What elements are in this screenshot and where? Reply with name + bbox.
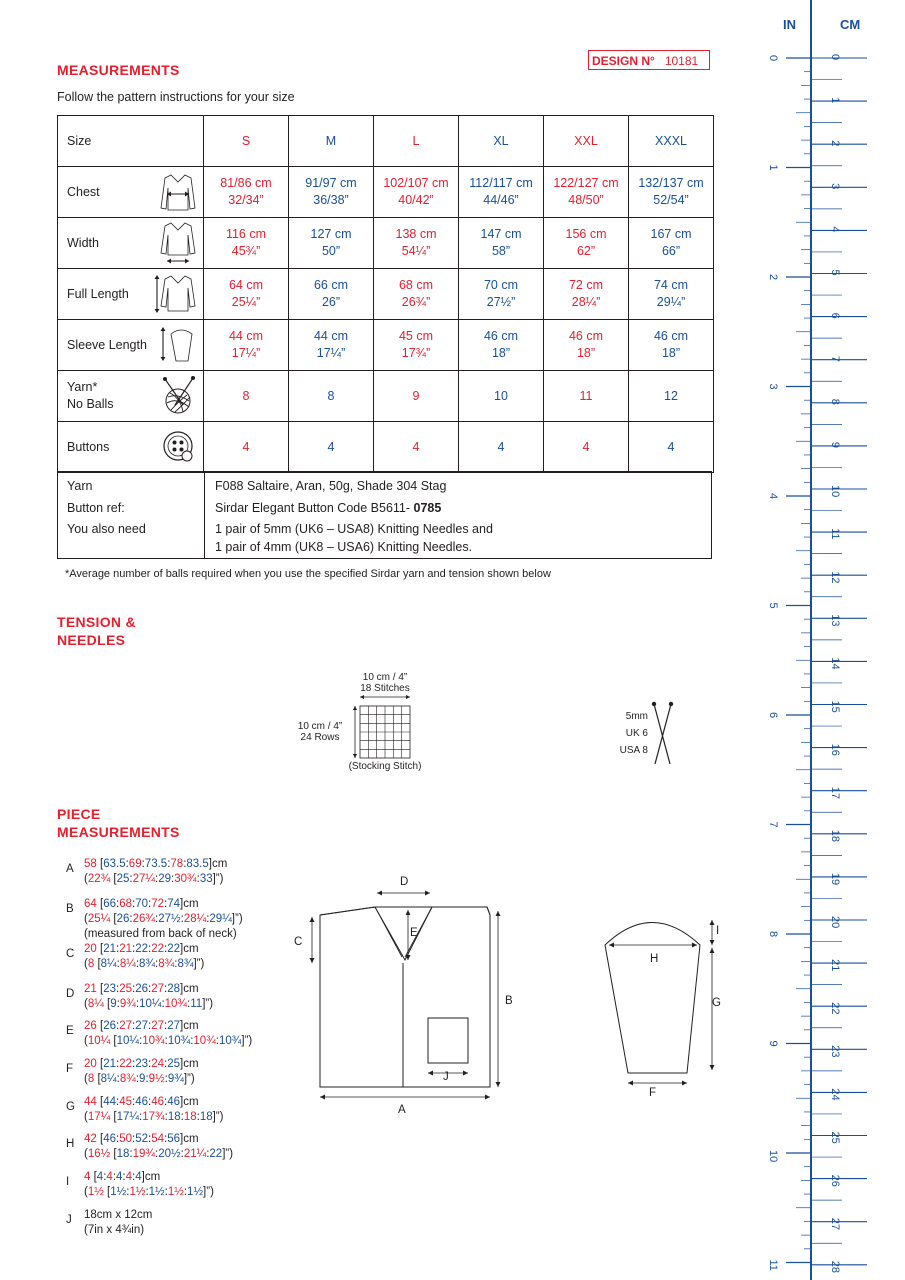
cm-number: 7	[829, 355, 841, 362]
size-label: Size	[58, 116, 204, 167]
piece-letter: C	[66, 948, 75, 960]
buttons-xxxl: 4	[629, 422, 714, 473]
design-number: 10181	[664, 54, 699, 68]
label-c: C	[294, 936, 303, 948]
sleeve-length-xl: 46 cm 18”	[459, 320, 544, 371]
piece-letter: I	[66, 1176, 70, 1188]
size-s: S	[204, 116, 289, 167]
ruler-ticks	[760, 0, 905, 1280]
cm-number: 11	[829, 528, 841, 540]
buttons-s: 4	[204, 422, 289, 473]
buttons-xxl: 4	[544, 422, 629, 473]
chest-s: 81/86 cm 32/34”	[204, 167, 289, 218]
no-balls-label: No Balls	[67, 397, 114, 411]
width-row	[58, 218, 714, 269]
full-length-xxxl: 74 cm 29¼”	[629, 269, 714, 320]
footnote: *Average number of balls required when you use the specified Sirdar yarn and tension shown below	[65, 568, 551, 580]
cm-number: 25	[829, 1131, 841, 1144]
piece-heading: PIECE MEASUREMENTS	[57, 806, 180, 840]
row-label	[58, 269, 204, 320]
yarn-l: 9	[374, 371, 459, 422]
gauge-stitch-label: (Stocking Stitch)	[348, 761, 422, 772]
yarn-s: 8	[204, 371, 289, 422]
button-icon	[161, 428, 197, 466]
size-xxl: XXL	[544, 116, 629, 167]
cm-number: 20	[829, 916, 841, 929]
piece-values: 18cm x 12cm (7in x 4¾in)	[84, 1209, 153, 1236]
yarn-info-label: Yarn	[67, 479, 93, 493]
needles-line-1: 1 pair of 5mm (UK6 – USA8) Knitting Needles and	[215, 522, 493, 536]
width-xl: 147 cm 58”	[459, 218, 544, 269]
chest-xxxl: 132/137 cm 52/54”	[629, 167, 714, 218]
cm-number: 15	[829, 700, 841, 713]
label-a: A	[398, 1104, 406, 1116]
cm-number: 10	[829, 485, 841, 498]
cm-number: 14	[829, 657, 841, 670]
label-j: J	[443, 1071, 449, 1083]
tension-square-icon	[340, 694, 430, 764]
width-xxxl: 167 cm 66”	[629, 218, 714, 269]
sleeve-diagram	[595, 905, 725, 1095]
button-ref-label: Button ref:	[67, 501, 125, 515]
needle-size-label: 5mm UK 6 USA 8	[619, 711, 648, 756]
body-diagram	[290, 875, 540, 1125]
knitting-needles-icon	[650, 700, 675, 768]
inch-number: 5	[767, 602, 779, 609]
yarn-label: Yarn*	[67, 380, 98, 394]
full-length-l: 68 cm 26¾”	[374, 269, 459, 320]
inch-number: 2	[767, 274, 779, 281]
full-length-xxl: 72 cm 28¼”	[544, 269, 629, 320]
cm-number: 27	[829, 1217, 841, 1230]
cm-number: 26	[829, 1174, 841, 1187]
size-xxxl: XXXL	[629, 116, 714, 167]
size-xl: XL	[459, 116, 544, 167]
yarn-xxl: 11	[544, 371, 629, 422]
piece-letter: B	[66, 903, 74, 915]
width-label: Width	[67, 235, 99, 250]
chest-xl: 112/117 cm 44/46”	[459, 167, 544, 218]
inch-number: 7	[767, 821, 779, 828]
design-number-box	[588, 50, 710, 70]
design-label: DESIGN N°	[592, 54, 655, 68]
cm-number: 18	[829, 829, 841, 843]
row-label	[58, 320, 204, 371]
cm-number: 24	[829, 1088, 841, 1101]
row-label	[58, 218, 204, 269]
yarn-xl: 10	[459, 371, 544, 422]
buttons-l: 4	[374, 422, 459, 473]
sleeve-length-s: 44 cm 17¼”	[204, 320, 289, 371]
piece-values: 26 [26:27:27:27:27]cm (10¼ [10¼:10¾:10¾:10¾:10¾]”)	[84, 1020, 253, 1047]
sleeve-length-l: 45 cm 17¾”	[374, 320, 459, 371]
label-g: G	[712, 997, 721, 1009]
cm-number: 19	[829, 872, 841, 886]
label-e: E	[410, 927, 418, 939]
piece-values: 21 [23:25:26:27:28]cm (8¼ [9:9¾:10¼:10¾:11]”)	[84, 983, 214, 1010]
piece-values: 64 [66:68:70:72:74]cm (25¼ [26:26¾:27½:28¼:29¼]”) (measured from back of neck)	[84, 898, 243, 940]
cm-number: 21	[829, 959, 841, 972]
width-s: 116 cm 45¾”	[204, 218, 289, 269]
sleeve-length-xxl: 46 cm 18”	[544, 320, 629, 371]
yarn-m: 8	[289, 371, 374, 422]
cm-number: 22	[829, 1002, 841, 1015]
piece-letter: H	[66, 1138, 75, 1150]
piece-values: 58 [63.5:69:73.5:78:83.5]cm (22¾ [25:27¼:29:30¾:33]”)	[84, 858, 228, 885]
size-m: M	[289, 116, 374, 167]
sleeve-length-xxxl: 46 cm 18”	[629, 320, 714, 371]
piece-letter: A	[66, 863, 74, 875]
piece-letter: F	[66, 1063, 74, 1075]
width-xxl: 156 cm 62”	[544, 218, 629, 269]
buttons-row	[58, 422, 714, 473]
chest-row	[58, 167, 714, 218]
inch-number: 11	[767, 1259, 779, 1271]
needles-line-2: 1 pair of 4mm (UK8 – USA6) Knitting Needles.	[215, 540, 473, 554]
inch-number: 1	[767, 164, 779, 171]
gauge-height-label: 10 cm / 4” 24 Rows	[297, 721, 343, 743]
yarn-info-value: F088 Saltaire, Aran, 50g, Shade 304 Stag	[215, 479, 447, 493]
row-label	[58, 371, 204, 422]
full-length-label: Full Length	[67, 286, 129, 301]
yarn-xxxl: 12	[629, 371, 714, 422]
cm-number: 8	[829, 398, 841, 405]
cm-number: 16	[829, 743, 841, 756]
chest-m: 91/97 cm 36/38”	[289, 167, 374, 218]
label-h: H	[650, 953, 659, 965]
inch-number: 4	[767, 493, 779, 500]
materials-box	[57, 471, 712, 559]
inch-number: 0	[767, 55, 779, 62]
inch-number: 8	[767, 931, 779, 938]
measurements-heading: MEASUREMENTS	[57, 62, 180, 78]
full-length-m: 66 cm 26”	[289, 269, 374, 320]
inch-number: 10	[767, 1150, 779, 1163]
intro-text: Follow the pattern instructions for your size	[57, 90, 295, 104]
inch-number: 3	[767, 383, 779, 390]
cm-number: 5	[829, 269, 841, 276]
divider	[204, 472, 205, 558]
cm-number: 4	[829, 226, 841, 233]
size-header-row	[58, 116, 714, 167]
piece-values: 42 [46:50:52:54:56]cm (16½ [18:19¾:20½:21¼:22]”)	[84, 1133, 234, 1160]
chest-xxl: 122/127 cm 48/50”	[544, 167, 629, 218]
cm-number: 2	[829, 140, 841, 147]
buttons-xl: 4	[459, 422, 544, 473]
cm-number: 9	[829, 441, 841, 449]
piece-letter: G	[66, 1101, 75, 1113]
full-length-xl: 70 cm 27½”	[459, 269, 544, 320]
label-i: I	[716, 925, 720, 937]
cm-number: 3	[829, 183, 841, 190]
width-l: 138 cm 54¼”	[374, 218, 459, 269]
yarn-row	[58, 371, 714, 422]
label-d: D	[400, 876, 409, 888]
cm-number: 17	[829, 786, 841, 799]
full-length-icon	[153, 272, 197, 316]
sleeve-length-label: Sleeve Length	[67, 337, 147, 352]
cm-number: 6	[829, 312, 841, 319]
buttons-m: 4	[289, 422, 374, 473]
chest-icon	[159, 172, 197, 212]
tension-heading: TENSION & NEEDLES	[57, 614, 136, 648]
chest-label: Chest	[67, 184, 100, 199]
sleeve-length-row	[58, 320, 714, 371]
inch-number: 6	[767, 712, 779, 719]
piece-values: 20 [21:21:22:22:22]cm (8 [8¼:8¼:8¾:8¾:8¾]”)	[84, 943, 205, 970]
sleeve-length-m: 44 cm 17¼”	[289, 320, 374, 371]
sleeve-length-icon	[159, 324, 197, 366]
piece-letter: D	[66, 988, 75, 1000]
size-table	[57, 115, 714, 473]
cm-number: 0	[829, 54, 841, 61]
inch-unit-label: IN	[783, 17, 796, 32]
cm-unit-label: CM	[840, 17, 861, 32]
cm-number: 28	[829, 1260, 841, 1274]
label-b: B	[505, 995, 513, 1007]
cm-number: 13	[829, 614, 841, 627]
piece-values: 4 [4:4:4:4:4]cm (1½ [1½:1½:1½:1½:1½]”)	[84, 1171, 214, 1198]
yarn-ball-icon	[161, 375, 197, 417]
row-label	[58, 422, 204, 473]
full-length-row	[58, 269, 714, 320]
you-also-need-label: You also need	[67, 522, 146, 536]
inch-number: 9	[767, 1040, 779, 1047]
piece-letter: E	[66, 1025, 74, 1037]
gauge-width-label: 10 cm / 4” 18 Stitches	[360, 672, 410, 694]
row-label	[58, 167, 204, 218]
width-m: 127 cm 50”	[289, 218, 374, 269]
chest-l: 102/107 cm 40/42”	[374, 167, 459, 218]
piece-values: 20 [21:22:23:24:25]cm (8 [8¼:8¾:9:9½:9¾]”)	[84, 1058, 199, 1085]
full-length-s: 64 cm 25¼”	[204, 269, 289, 320]
cm-number: 23	[829, 1045, 841, 1058]
label-f: F	[649, 1087, 657, 1099]
button-ref-value: Sirdar Elegant Button Code B5611- 0785	[215, 501, 442, 515]
piece-letter: J	[66, 1214, 72, 1226]
size-l: L	[374, 116, 459, 167]
piece-values: 44 [44:45:46:46:46]cm (17¼ [17¼:17¾:18:18:18]”)	[84, 1096, 224, 1123]
width-icon	[159, 221, 197, 265]
buttons-label: Buttons	[67, 439, 110, 454]
cm-number: 1	[829, 97, 841, 104]
cm-number: 12	[829, 571, 841, 584]
